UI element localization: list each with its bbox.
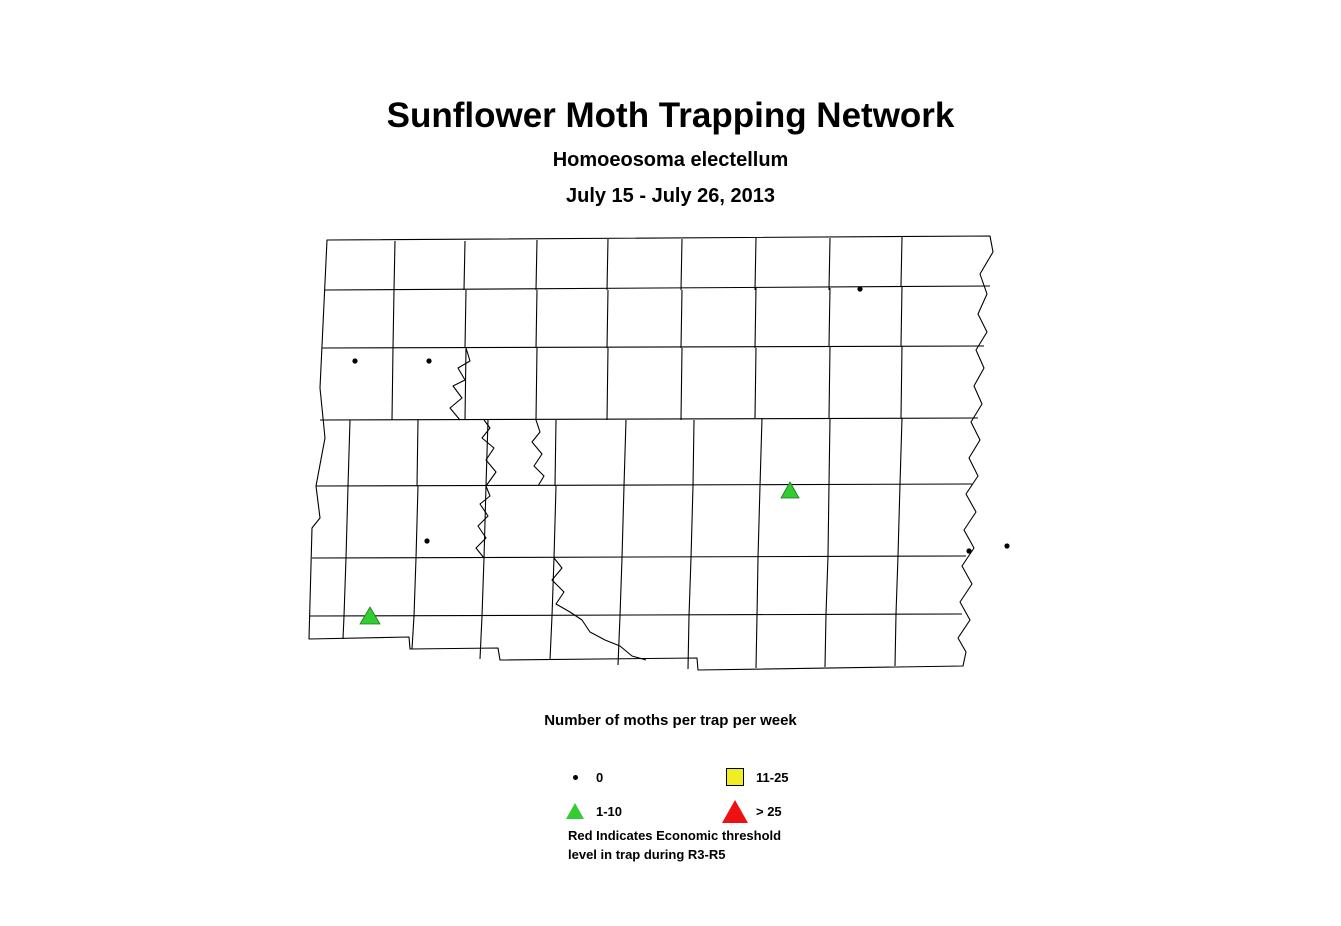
species-subtitle: Homoeosoma electellum [552,149,789,171]
legend-label: 11-25 [756,769,789,785]
col-line-e8 [826,556,828,614]
col-line-a8 [901,286,902,346]
col-line-c4 [555,420,556,486]
col-line-b3 [536,348,537,420]
title-block [0,95,1341,208]
river-boundary-center2 [532,420,544,486]
legend-grid [560,760,890,828]
col-line-e4 [552,558,554,616]
legend-item-over-twentyfive [720,800,880,823]
col-line-a7 [829,288,830,346]
legend-item-zero [560,770,720,785]
trap-site-dot[interactable] [1004,543,1009,548]
col-line-e3 [482,558,484,616]
col-line-d3 [484,486,486,558]
col-line-a3 [536,290,537,348]
col-line-c2 [417,420,418,486]
river-boundary-upper [450,348,470,420]
col-line-d2 [416,486,418,558]
col-line-t3 [536,240,537,290]
col-line-b7 [829,346,830,418]
legend-label: 0 [596,769,604,785]
col-line-d4 [554,486,556,558]
legend [0,712,1341,862]
legend-row [560,794,890,828]
legend-note [568,826,781,864]
col-line-d9 [898,484,900,556]
tier-line-2 [322,346,984,348]
legend-item-eleven-twentyfive [720,768,880,786]
tier-line-6 [310,614,962,616]
col-line-d5 [622,486,624,558]
tier-line-4 [316,484,972,486]
col-line-d7 [758,486,760,558]
date-range: July 15 - July 26, 2013 [565,185,776,207]
col-line-b4 [607,348,608,420]
col-line-c1 [348,420,350,486]
map-svg [290,228,1060,698]
col-line-a5 [681,290,682,348]
trap-site-dot[interactable] [966,548,971,553]
col-line-f9 [895,614,896,666]
col-line-c5 [624,420,626,486]
green-triangle-icon [560,803,590,819]
river-boundary-center [482,420,496,486]
legend-item-one-ten [560,803,720,819]
col-line-e6 [689,558,691,616]
page-title: Sunflower Moth Trapping Network [386,96,955,135]
col-line-c6 [693,420,694,486]
county-boundaries [309,236,993,670]
trap-site-dot[interactable] [424,538,429,543]
legend-row [560,760,890,794]
river-boundary-mid [476,486,490,558]
col-line-d6 [691,486,693,558]
trap-site-dot[interactable] [426,358,431,363]
col-line-t8 [901,237,902,286]
col-line-a4 [607,290,608,348]
col-line-e1 [344,558,346,616]
col-line-c9 [900,418,902,484]
tier-line-1 [325,286,990,290]
col-line-f7 [756,616,757,668]
col-line-c7 [760,418,762,486]
col-line-b8 [901,346,902,418]
col-line-t6 [755,238,756,290]
col-line-f2 [412,616,414,649]
col-line-f6 [688,616,689,669]
north-dakota-county-map[interactable] [290,228,1060,698]
col-line-t4 [607,239,608,290]
col-line-a2 [465,290,466,348]
col-line-d8 [828,484,829,556]
col-line-t2 [464,241,465,290]
col-line-b2 [465,348,466,420]
col-line-a1 [393,290,394,348]
tier-line-3 [320,418,978,420]
col-line-e7 [757,558,758,616]
col-line-t5 [681,239,682,290]
red-triangle-icon [720,800,750,823]
col-line-e5 [620,558,622,616]
state-outline [309,236,993,670]
river-boundary-lower [552,558,646,660]
col-line-e2 [414,558,416,616]
yellow-square-icon [720,768,750,786]
col-line-t7 [829,238,830,290]
col-line-d1 [346,486,348,558]
legend-note-line-1: Red Indicates Economic threshold [568,828,782,843]
legend-title: Number of moths per trap per week [544,712,797,729]
trap-site-dot[interactable] [857,286,862,291]
trap-site-dot[interactable] [352,358,357,363]
col-line-t1 [394,241,395,290]
black-dot-icon [560,775,590,780]
col-line-f8 [825,614,826,667]
tier-line-5 [312,556,966,558]
col-line-b1 [392,348,393,420]
legend-label: 1-10 [596,803,623,819]
col-line-f4 [550,616,552,660]
col-line-b5 [681,348,682,420]
col-line-a6 [755,288,756,348]
legend-label: > 25 [756,803,782,819]
legend-note-line-2: level in trap during R3-R5 [568,847,726,862]
col-line-f5 [618,616,620,665]
col-line-f1 [343,616,344,639]
col-line-b6 [755,348,756,418]
col-line-c8 [829,418,830,484]
col-line-c3 [486,420,488,486]
col-line-e9 [896,556,898,614]
col-line-f3 [480,616,482,659]
